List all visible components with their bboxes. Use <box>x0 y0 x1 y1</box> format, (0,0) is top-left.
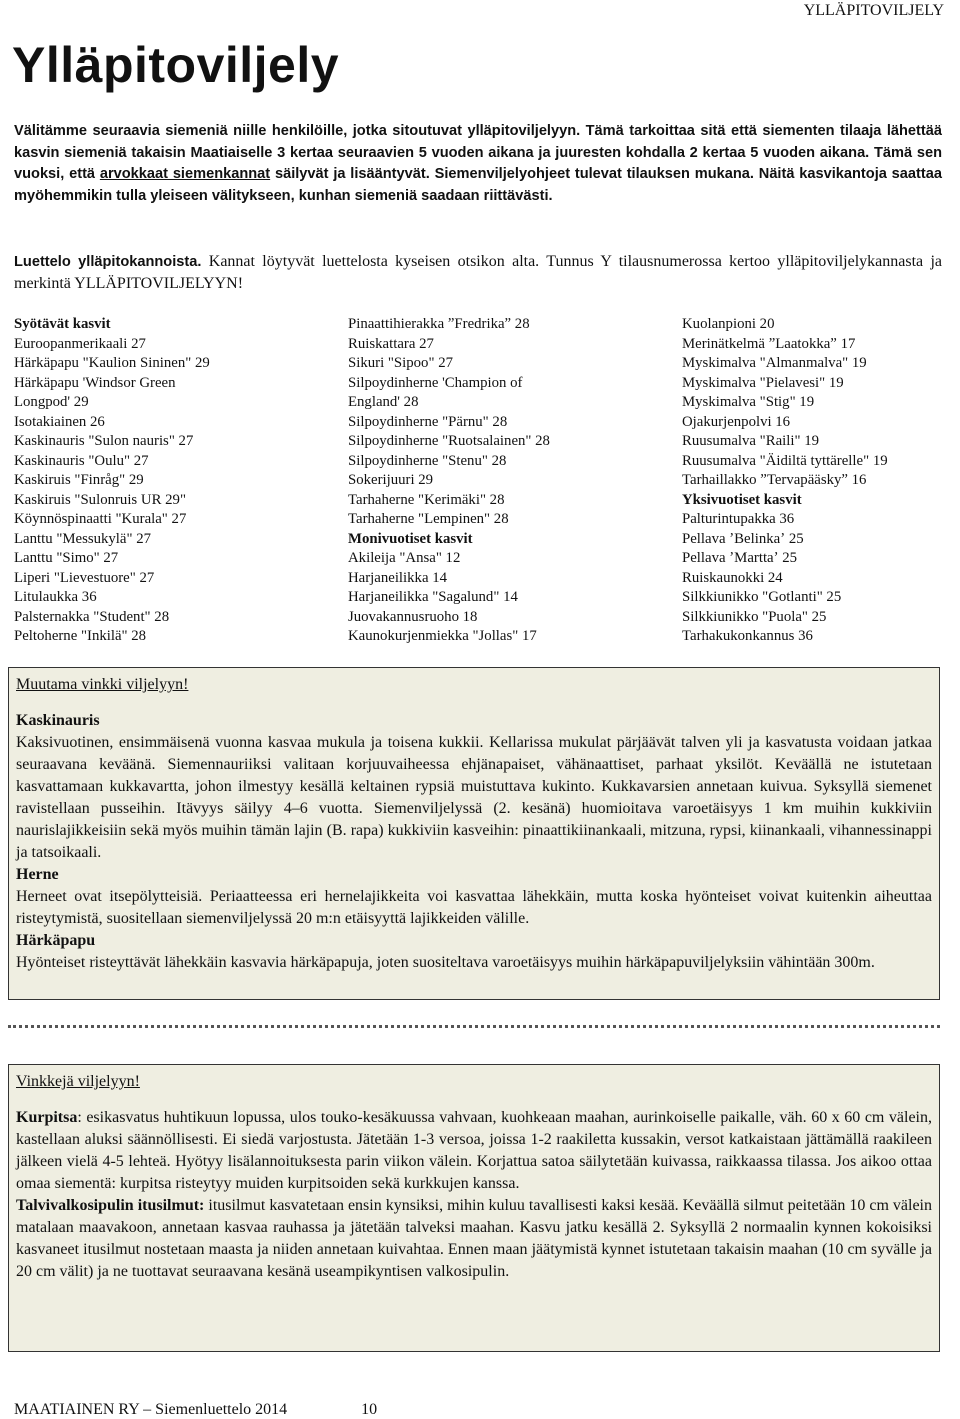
tips-section-harkapapu <box>16 930 932 974</box>
category-heading: Monivuotiset kasvit <box>348 530 473 547</box>
plant-list-item: Akileija "Ansa" 12 <box>348 550 461 566</box>
plant-list-item: Euroopanmerikaali 27 <box>14 335 146 352</box>
plant-list-item: Peltoherne "Inkilä" 28 <box>14 628 147 644</box>
plant-list-item: Harjaneilikka 14 <box>348 569 448 586</box>
plant-list-item: Liperi "Lievestuore" 27 <box>14 569 155 586</box>
list-note-paragraph <box>14 251 942 295</box>
plant-list-item: Pellava ʼBelinkaʼ 25 <box>682 530 804 547</box>
page-number: 10 <box>361 1401 378 1418</box>
intro-underlined-text: arvokkaat siemenkannat <box>99 166 271 182</box>
plant-list-item: Kaunokurjenmiekka "Jollas" 17 <box>348 628 537 644</box>
tip-separator: : <box>77 1109 87 1126</box>
plant-list-item: Kaskinauris "Sulon nauris" 27 <box>14 433 194 449</box>
plant-list-item: Myskimalva "Almanmalva" 19 <box>682 355 867 371</box>
plant-column-3 <box>682 315 888 647</box>
intro-paragraph <box>14 121 942 207</box>
plant-list-item: Palsternakka "Student" 28 <box>14 608 170 625</box>
tips-section-text: Kaksivuotinen, ensimmäisenä vuonna kasvaa mukula ja toisena kukkii. Kellarissa mukulat pärjäävät talven yli ja kasvatusta voidaan jatkaa seuraavana keväänä. Siemennauriiksi valitaan korjuuvaiheessa ehjänapaiset, vähänaattiset, parhaat yksilöt. Keväällä ne istutetaan kasvattamaan kukkavartta, johon ilmestyy kesällä keltainen rypsiä muistuttava kukinto. Kukkavarsien annetaan kuivua. Syksyllä siemenet ravistellaan pusseihin. Itävyys säilyy 4‒6 vuotta. Siemenviljelyssä (2. kesänä) huomioitava varoetäisyys 1 km muihin kukkiviin naurislajikkeisiin sekä myös muihin tämän lajin (B. rapa) kukkiviin kasveihin: pinaattikiinankaali, mitzuna, rypsi, kiinankaali, vihannessinappi ja tatsoikaali. <box>16 734 932 861</box>
tip-talvivalkosipuli <box>16 1195 932 1283</box>
plant-column-1 <box>14 315 210 647</box>
plant-list-item: Sokerijuuri 29 <box>348 472 434 488</box>
plant-list-item: Silpoydinherne "Ruotsalainen" 28 <box>348 433 550 449</box>
plant-list-item: Kaskiruis "Sulonruis UR 29" <box>14 491 186 508</box>
plant-list-item: Merinätkelmä ˮLaatokkaˮ 17 <box>682 335 856 352</box>
footer-org: MAATIAINEN RY – Siemenluettelo 2014 <box>14 1401 288 1418</box>
plant-list-item: Ruusumalva "Äidiltä tyttärelle" 19 <box>682 452 888 469</box>
plant-list-item: Lanttu "Simo" 27 <box>14 550 119 566</box>
plant-list-item: Myskimalva "Stig" 19 <box>682 394 815 410</box>
tip-text: itusilmut kasvatetaan ensin kynsiksi, mihin kuluu tavallisesti kaksi kesää. Keväällä silmut peitetään 10 cm välein matalaan maavakoon, annetaan kasvaa rauhassa ja jätetään talveksi maahan. Kasvu jatku kesällä 2. Syksyllä 2 normaalin kynnen kokoisiksi kasvaneet itusilmut nostetaan maasta ja niiden annetaan kuivahtaa. Ennen maan jäätymistä kynnet istutetaan takaisin maahan (10 cm syvälle ja 20 cm välit) ja ne tuottavat seuraavana kesänä useampikyntisen valkosipulin. <box>16 1197 932 1280</box>
intro-text-1: Välitämme seuraavia siemeniä niille henkilöille, jotka sitoutuvat ylläpitoviljelyyn. Tämä tarkoittaa sitä että siementen tilaaja lähettää kasvin siemeniä takaisin Maatiaiselle 3 kertaa seuraavien 5 vuoden aikana ja juuresten kohdalla 2 kertaa 5 vuoden aikana. Tämä sen vuoksi, että <box>14 123 942 182</box>
page-footer <box>14 1401 377 1419</box>
plant-list-item: Isotakiainen 26 <box>14 413 105 430</box>
plant-list-item: Juovakannusruoho 18 <box>348 608 478 625</box>
plant-list-item: Longpod' 29 <box>14 394 89 410</box>
plant-list-item: Ruiskaunokki 24 <box>682 569 783 586</box>
tips-box-2 <box>8 1064 940 1352</box>
plant-list-item: Köynnöspinaatti "Kurala" 27 <box>14 511 187 527</box>
tip-kurpitsa <box>16 1107 932 1195</box>
plant-list-item: Härkäpapu "Kaulion Sininen" 29 <box>14 355 210 371</box>
category-heading: Syötävät kasvit <box>14 316 111 332</box>
tips-section-herne <box>16 864 932 930</box>
tips-section-text: Herneet ovat itsepölytteisiä. Periaatteessa eri hernelajikkeita voi kasvattaa lähekkäin, mutta koska hyönteiset voivat kuitenkin aiheuttaa risteytymistä, suositellaan siemenviljelyssä 20 m:n etäisyyttä lajikkeiden välille. <box>16 888 932 927</box>
plant-list-item: Tarhaherne "Kerimäki" 28 <box>348 491 505 508</box>
list-note-text: Kannat löytyvät luettelosta kyseisen otsikon alta. Tunnus Y tilausnumerossa kertoo ylläpitoviljelykannasta ja merkintä YLLÄPITOVILJELYYN! <box>14 253 943 292</box>
plant-list-item: Harjaneilikka "Sagalund" 14 <box>348 589 518 605</box>
category-heading: Yksivuotiset kasvit <box>682 491 802 508</box>
intro-text-2: säilyvät ja lisääntyvät. Siemenviljelyohjeet tulevat tilauksen mukana. Näitä kasvikantoja saattaa myöhemmikin tulla yleiseen välitykseen, kunhan siemeniä saadaan riittävästi. <box>14 166 942 204</box>
plant-column-2 <box>348 315 550 647</box>
plant-list-item: Silkkiunikko "Gotlanti" 25 <box>682 589 842 605</box>
plant-list-item: Pinaattihierakka ˮFredrikaˮ 28 <box>348 316 530 332</box>
plant-list-item: Silkkiunikko "Puola" 25 <box>682 608 827 625</box>
plant-list-item: Silpoydinherne "Stenu" 28 <box>348 452 507 469</box>
plant-list-item: Ojakurjenpolvi 16 <box>682 413 791 430</box>
plant-list-item: Myskimalva "Pielavesi" 19 <box>682 374 844 391</box>
tips-box-title: Muutama vinkki viljelyyn! <box>16 676 189 693</box>
tips-section-heading: Härkäpapu <box>16 932 96 949</box>
plant-list-item: Lanttu "Messukylä" 27 <box>14 530 152 547</box>
tips-box-2-title: Vinkkejä viljelyyn! <box>16 1073 140 1090</box>
plant-list-item: Sikuri "Sipoo" 27 <box>348 355 453 371</box>
running-header: YLLÄPITOVILJELY <box>803 2 944 19</box>
plant-list-item: Kaskiruis "Finråg" 29 <box>14 472 144 488</box>
plant-list-item: Ruusumalva "Raili" 19 <box>682 433 820 449</box>
tips-section-heading: Kaskinauris <box>16 712 100 729</box>
tips-box <box>8 667 940 1000</box>
plant-list-item: Silpoydinherne 'Champion of <box>348 374 523 391</box>
plant-list-item: Palturintupakka 36 <box>682 511 795 527</box>
plant-list-item: Pellava ʼMarttaʼ 25 <box>682 550 798 566</box>
plant-list-item: England' 28 <box>348 394 419 410</box>
plant-list-item: Tarhakukonkannus 36 <box>682 628 813 644</box>
plant-list-item: Silpoydinherne "Pärnu" 28 <box>348 413 508 430</box>
page-title: Ylläpitoviljely <box>12 37 340 93</box>
list-note-heading: Luettelo ylläpitokannoista. <box>14 254 202 270</box>
plant-list-item: Härkäpapu 'Windsor Green <box>14 374 176 391</box>
tip-text: esikasvatus huhtikuun lopussa, ulos touko-kesäkuussa vahvaan, kuohkeaan maahan, aurinkoiselle paikalle, väh. 60 x 60 cm välein, kastellaan aluksi säännöllisesti. Ei siedä varjostusta. Jätetään 1-3 versoa, joissa 1-2 raakiletta kussakin, versot katkaistaan jättämällä raakileen jälkeen vielä 4-5 lehteä. Hyötyy lisälannoituksesta parin viikon välein. Korjattua satoa säilytetään kuivassa, raikkaassa tilassa. Jos aikoo ottaa omaa siementä: kurpitsa risteytyy muiden kurpitsoiden sekä kurkkujen kanssa. <box>16 1109 932 1192</box>
plant-list-item: Ruiskattara 27 <box>348 335 434 352</box>
plant-list-item: Kaskinauris "Oulu" 27 <box>14 452 149 469</box>
plant-list-item: Tarhaillakko ˮTervapääskyˮ 16 <box>682 472 867 488</box>
plant-list-item: Litulaukka 36 <box>14 589 97 605</box>
plant-list-item: Tarhaherne "Lempinen" 28 <box>348 511 509 527</box>
plant-list-item: Kuolanpioni 20 <box>682 316 775 332</box>
tips-section-text: Hyönteiset risteyttävät lähekkäin kasvavia härkäpapuja, joten suositeltava varoetäisyys muihin härkäpapuviljelyksiin vähintään 300m. <box>16 954 875 971</box>
tip-heading: Kurpitsa <box>16 1109 78 1126</box>
dotted-divider <box>8 1025 940 1028</box>
tips-section-kaskinauris <box>16 710 932 864</box>
tips-section-heading: Herne <box>16 866 59 883</box>
tip-heading: Talvivalkosipulin itusilmut: <box>16 1197 205 1214</box>
